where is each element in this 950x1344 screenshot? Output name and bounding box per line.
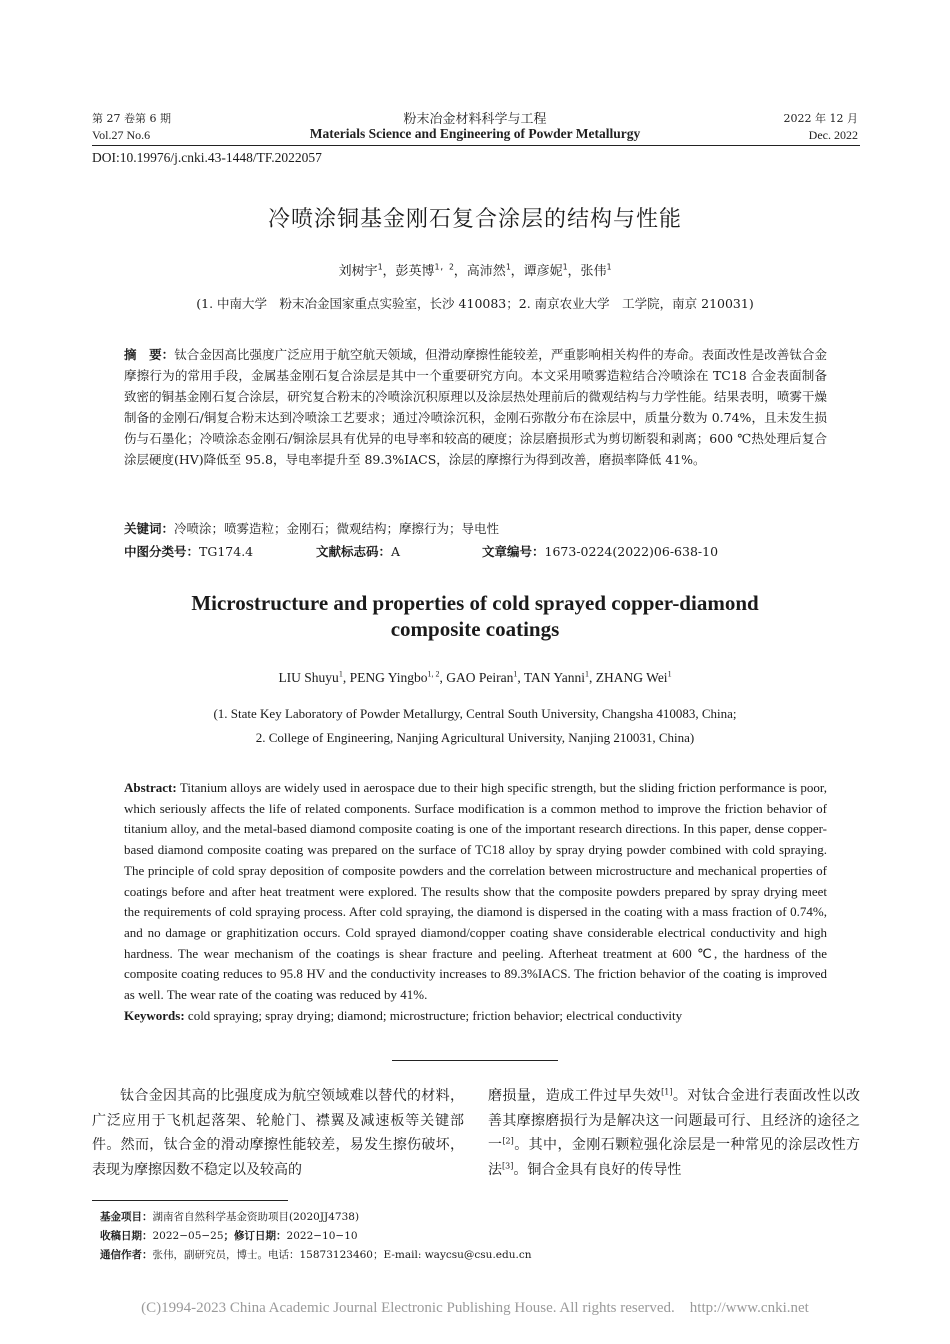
author-name: PENG Yingbo — [349, 670, 428, 685]
keywords-cn — [124, 518, 499, 539]
author-affiliation-mark: 1 — [667, 669, 672, 679]
footnotes — [100, 1208, 531, 1265]
issue-cn: 第 27 卷第 6 期 — [92, 112, 171, 125]
affiliation-en — [0, 702, 950, 750]
correspondence-line — [100, 1246, 531, 1265]
author-affiliation-mark: 1 — [377, 262, 383, 272]
title-en-line2: composite coatings — [390, 617, 560, 641]
corr-text: 张伟，副研究员，博士。电话：15873123460；E-mail: waycsu@csu.edu.cn — [152, 1249, 532, 1261]
authors-en — [0, 670, 950, 686]
author-separator: ， — [567, 264, 581, 279]
keywords-en-text: cold spraying; spray drying; diamond; microstructure; friction behavior; electrical conductivity — [187, 1007, 683, 1023]
affiliation-en-line2: 2. College of Engineering, Nanjing Agricultural University, Nanjing 210031, China) — [255, 730, 695, 745]
clc-label: 中图分类号： — [124, 544, 200, 559]
copyright-notice: (C)1994-2023 China Academic Journal Electronic Publishing House. All rights reserved. http://www.cnki.net — [141, 1300, 809, 1316]
header-rule — [92, 145, 860, 146]
author-separator: , — [517, 670, 524, 685]
author-name: LIU Shuyu — [278, 670, 339, 685]
abstract-cn — [124, 344, 827, 470]
author-separator: ， — [382, 264, 396, 279]
keywords-cn-label: 关键词： — [124, 521, 175, 536]
author-name: ZHANG Wei — [595, 670, 668, 685]
author-name: 刘树宇 — [338, 264, 378, 279]
article-no-label: 文章编号： — [482, 544, 545, 559]
author-separator: , — [439, 670, 447, 685]
author-affiliation-mark: 1 — [606, 262, 612, 272]
author-name: 谭彦妮 — [523, 264, 563, 279]
author-separator: ， — [510, 264, 524, 279]
journal-title-en: Materials Science and Engineering of Powder Metallurgy — [309, 126, 641, 141]
body-right-part-c: 。其中，金刚石颗粒强化涂层是一种常见的涂层改性方法 — [488, 1137, 861, 1178]
doc-code-label: 文献标志码： — [316, 544, 392, 559]
footnote-rule — [92, 1200, 288, 1201]
body-right-part-a: 磨损量，造成工件过早失效 — [488, 1088, 662, 1104]
body-column-left: 钛合金因其高的比强度成为航空领域难以替代的材料，广泛应用于飞机起落架、轮舱门、襟翼及减速板等关键部件。然而，钛合金的滑动摩擦性能较差，易发生擦伤破坏，表现为摩擦因数不稳定以及较高的 — [92, 1088, 464, 1178]
author-affiliation-mark: 1, 2 — [434, 262, 454, 272]
title-en-line1: Microstructure and properties of cold sprayed copper-diamond — [191, 591, 759, 615]
clc-value: TG174.4 — [199, 544, 254, 559]
fund-label: 基金项目： — [100, 1211, 153, 1223]
abstract-en-text: Titanium alloys are widely used in aerospace due to their high specific strength, but the sliding friction performance is poor, which seriously affects the life of related components. Surface modification is a common method to improve the friction behavior of titanium alloy, and the metal-based diamond composite coating is one of the important research directions. In this paper, dense copper-based diamond composite coating was prepared on the surface of TC18 alloy by spray drying powder combined with cold spraying. The principle of cold spray deposition of composite powders and the correlation between microstructure and mechanical properties of coatings before and after heat treatment were explored. The results show that the composite powders prepared by spray drying meet the requirements of cold spraying process. After cold spraying, the diamond is dispersed in the coating with a mass fraction of 0.74%, and no damage or graphitization occurs. Cold sprayed diamond/copper coating shave considerable electrical conductivity and high hardness. The wear mechanism of the coatings is shear fracture and peeling. Afterheat treatment at 600 ℃, the hardness of the composite coating reduces to 95.8 HV and the conductivity increases to 89.3%IACS. The friction behavior of the coating is improved as well. The wear rate of the coating was reduced by 41%. — [124, 780, 827, 1003]
author-affiliation-mark: 1, 2 — [427, 669, 440, 679]
abstract-en-label: Abstract: — [124, 780, 177, 795]
fund-text: 湖南省自然科学基金资助项目(2020JJ4738) — [152, 1211, 360, 1223]
issue-en: Vol.27 No.6 — [92, 128, 151, 142]
abstract-cn-label: 摘 要： — [124, 347, 175, 362]
abstract-en — [124, 778, 827, 1026]
author-separator: ， — [453, 264, 467, 279]
corr-label: 通信作者： — [100, 1249, 153, 1261]
doc-code — [316, 541, 400, 562]
journal-title-cn: 粉末冶金材料科学与工程 — [403, 112, 547, 127]
body-column-right — [488, 1084, 860, 1182]
keywords-cn-text: 冷喷涂；喷雾造粒；金刚石；微观结构；摩擦行为；导电性 — [174, 521, 500, 536]
article-no-value: 1673-0224(2022)06-638-10 — [544, 544, 719, 559]
section-divider — [392, 1060, 558, 1061]
author-affiliation-mark: 1 — [562, 262, 568, 272]
author-affiliation-mark: 1 — [585, 669, 590, 679]
author-name: GAO Peiran — [446, 670, 514, 685]
article-no — [482, 541, 718, 562]
date-cn: 2022 年 12 月 — [783, 112, 858, 125]
author-affiliation-mark: 1 — [338, 669, 343, 679]
fund-line — [100, 1208, 531, 1227]
author-separator: , — [342, 670, 350, 685]
date-en: Dec. 2022 — [808, 128, 858, 142]
author-name: 张伟 — [580, 264, 607, 279]
authors-cn — [0, 260, 950, 279]
keywords-en-label: Keywords: — [124, 1007, 185, 1023]
clc — [124, 541, 253, 562]
body-right-part-b: 。对钛合金进行表面改性以改善其摩擦磨损行为是解决这一问题最可行、且经济的途径之一 — [488, 1088, 861, 1153]
title-en — [0, 590, 950, 642]
title-cn: 冷喷涂铜基金刚石复合涂层的结构与性能 — [267, 207, 682, 232]
affiliation-en-line1: (1. State Key Laboratory of Powder Metallurgy, Central South University, Changsha 410083, China; — [213, 706, 737, 721]
author-name: 高沛然 — [466, 264, 506, 279]
citation-ref[interactable]: [2] — [502, 1136, 514, 1146]
dates-line — [100, 1227, 531, 1246]
body-right-part-d: 。铜合金具有良好的传导性 — [513, 1161, 682, 1178]
revised-label: ；修订日期： — [223, 1230, 287, 1242]
received-date: 2022−05−25 — [152, 1230, 224, 1242]
author-separator: , — [589, 670, 596, 685]
author-affiliation-mark: 1 — [513, 669, 518, 679]
abstract-cn-text: 钛合金因高比强度广泛应用于航空航天领域，但滑动摩擦性能较差，严重影响相关构件的寿命。表面改性是改善钛合金摩擦行为的常用手段，金属基金刚石复合涂层是其中一个重要研究方向。本文采用喷雾造粒结合冷喷涂在 TC18 合金表面制备致密的铜基金刚石复合涂层，研究复合粉末的冷喷涂沉积原理以及涂层热处理前后的微观结构与力学性能。结果表明，喷雾干燥制备的金刚石/铜复合粉末达到冷喷涂工艺要求；通过冷喷涂沉积，金刚石弥散分布在涂层中，质量分数为 0.74%，且未发生损伤与石墨化；冷喷涂态金刚石/铜涂层具有优异的电导率和较高的硬度；涂层磨损形式为剪切断裂和剥离；600 ℃热处理后复合涂层硬度(HV)降低至 95.8，导电率提升至 89.3%IACS，涂层的摩擦行为得到改善，磨损率降低 41%。 — [124, 347, 827, 467]
author-name: 彭英博 — [395, 264, 435, 279]
affiliation-cn: (1. 中南大学 粉末冶金国家重点实验室，长沙 410083；2. 南京农业大学 工学院，南京 210031) — [196, 296, 754, 311]
doi: DOI:10.19976/j.cnki.43-1448/TF.2022057 — [92, 150, 322, 165]
received-label: 收稿日期： — [100, 1230, 153, 1242]
citation-ref[interactable]: [3] — [502, 1160, 514, 1170]
revised-date: 2022−10−10 — [286, 1230, 358, 1242]
citation-ref[interactable]: [1] — [661, 1087, 673, 1097]
author-affiliation-mark: 1 — [505, 262, 511, 272]
author-name: TAN Yanni — [523, 670, 586, 685]
doc-code-value: A — [391, 544, 401, 559]
